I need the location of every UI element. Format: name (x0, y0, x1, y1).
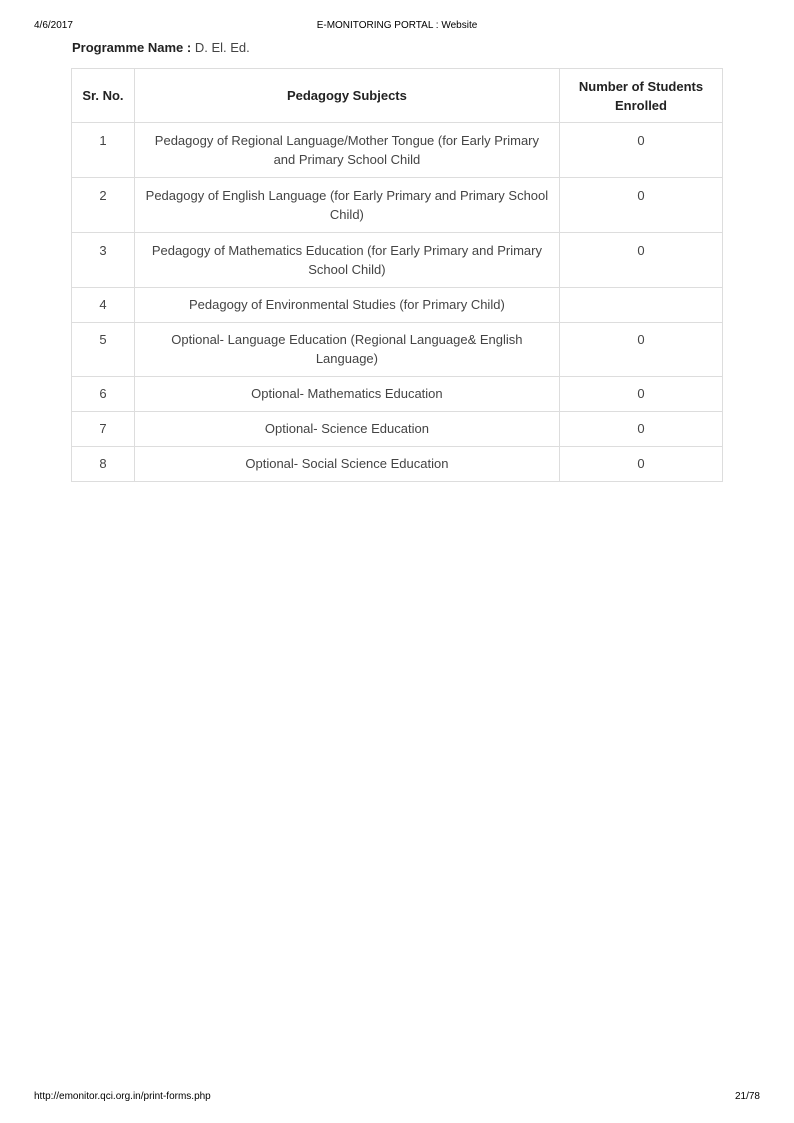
cell-students: 0 (559, 233, 722, 288)
cell-sr-no: 5 (72, 323, 135, 377)
cell-subject: Optional- Mathematics Education (134, 377, 559, 412)
cell-subject: Pedagogy of Mathematics Education (for Early Primary and Primary School Child) (134, 233, 559, 288)
cell-students: 0 (559, 412, 722, 447)
programme-name (72, 40, 250, 55)
table-row (72, 123, 723, 178)
header-sr-no: Sr. No. (72, 69, 135, 123)
cell-students (559, 288, 722, 323)
cell-subject: Optional- Social Science Education (134, 447, 559, 482)
cell-subject: Pedagogy of Environmental Studies (for Primary Child) (134, 288, 559, 323)
cell-subject: Optional- Science Education (134, 412, 559, 447)
header-students-enrolled: Number of Students Enrolled (559, 69, 722, 123)
cell-sr-no: 4 (72, 288, 135, 323)
print-date: 4/6/2017 (34, 20, 73, 31)
cell-students: 0 (559, 178, 722, 233)
table-row (72, 447, 723, 482)
cell-sr-no: 7 (72, 412, 135, 447)
table-header-row (72, 69, 723, 123)
table-row (72, 233, 723, 288)
cell-sr-no: 1 (72, 123, 135, 178)
print-page-number: 21/78 (734, 1091, 760, 1102)
print-header-title: E-MONITORING PORTAL : Website (316, 20, 478, 31)
programme-name-value: D. El. Ed. (194, 40, 250, 55)
cell-subject: Pedagogy of Regional Language/Mother Tongue (for Early Primary and Primary School Child (134, 123, 559, 178)
cell-students: 0 (559, 323, 722, 377)
programme-name-label: Programme Name : (72, 40, 192, 55)
cell-sr-no: 3 (72, 233, 135, 288)
table-row (72, 412, 723, 447)
cell-students: 0 (559, 123, 722, 178)
table-row (72, 377, 723, 412)
cell-sr-no: 6 (72, 377, 135, 412)
cell-sr-no: 8 (72, 447, 135, 482)
cell-sr-no: 2 (72, 178, 135, 233)
cell-subject: Pedagogy of English Language (for Early Primary and Primary School Child) (134, 178, 559, 233)
print-footer-url: http://emonitor.qci.org.in/print-forms.php (34, 1091, 211, 1102)
cell-students: 0 (559, 377, 722, 412)
table-row (72, 323, 723, 377)
table-row (72, 178, 723, 233)
cell-subject: Optional- Language Education (Regional Language& English Language) (134, 323, 559, 377)
cell-students: 0 (559, 447, 722, 482)
table-row (72, 288, 723, 323)
pedagogy-subjects-table (71, 68, 723, 482)
header-pedagogy-subjects: Pedagogy Subjects (134, 69, 559, 123)
